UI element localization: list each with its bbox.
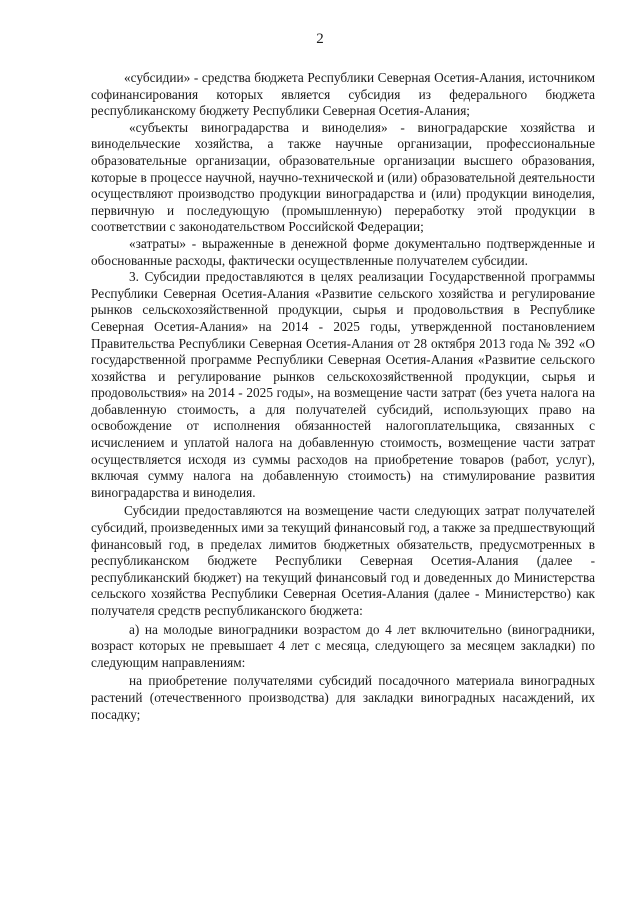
paragraph-subjects-definition: «субъекты виноградарства и виноделия» - виноградарские хозяйства и винодельческие хозяйства, а также научные организации, профессиональные образовательные организации, образовательные организации высшего образования, которые в процессе научной, научно-технической и (или) образовательной деятельности осуществляют производство продукции виноградарства и (или) продукции виноделия, первичную и последующую (промышленную) переработку этой продукции в соответствии с законодательством Российской Федерации; [91, 119, 595, 235]
document-body [91, 70, 595, 723]
paragraph-subsidy-purposes: Субсидии предоставляются на возмещение части следующих затрат получателей субсидий, произведенных ими за текущий финансовый год, а также за предшествующий финансовый год, в пределах лимитов бюджетных обязательств, предусмотренных в республиканском бюджете Республики Северная Осетия-Алания (далее - республиканский бюджет) на текущий финансовый год и доведенных до Министерства сельского хозяйства Республики Северная Осетия-Алания (далее - Министерство) как получателя средств республиканского бюджета: [91, 503, 595, 618]
paragraph-subsidies-definition: «субсидии» - средства бюджета Республики Северная Осетия-Алания, источником софинансирования которых является субсидия из федерального бюджета республиканскому бюджету Республики Северная Осетия-Алания; [91, 70, 595, 119]
paragraph-planting-material: на приобретение получателями субсидий посадочного материала виноградных растений (отечественного производства) для закладки виноградных насаждений, их посадку; [91, 673, 595, 722]
paragraph-young-vineyards: а) на молодые виноградники возрастом до 4 лет включительно (виноградники, возраст которых не превышает 4 лет с месяца, следующего за месяцем закладки) по следующим направлениям: [91, 621, 595, 670]
paragraph-section-3: 3. Субсидии предоставляются в целях реализации Государственной программы Республики Северная Осетия-Алания «Развитие сельского хозяйства и регулирование рынков сельскохозяйственной продукции, сырья и продовольствия в Республике Северная Осетия-Алания» на 2014 - 2025 годы, утвержденной постановлением Правительства Республики Северная Осетия-Алания от 28 октября 2013 года № 392 «О государственной программе Республики Северная Осетия-Алания «Развитие сельского хозяйства и регулирование рынков сельскохозяйственной продукции, сырья и продовольствия» на 2014 - 2025 годы», на возмещение части затрат (без учета налога на добавленную стоимость, а для получателей субсидий, использующих право на освобождение от исполнения обязанностей налогоплательщика, связанных с исчислением и уплатой налога на добавленную стоимость, возмещение части затрат осуществляется исходя из суммы расходов на приобретение товаров (работ, услуг), включая сумму налога на добавленную стоимость) на стимулирование развития виноградарства и виноделия. [91, 269, 595, 500]
paragraph-costs-definition: «затраты» - выраженные в денежной форме документально подтвержденные и обоснованные расходы, фактически осуществленные получателем субсидии. [91, 235, 595, 268]
page-number: 2 [316, 31, 324, 47]
